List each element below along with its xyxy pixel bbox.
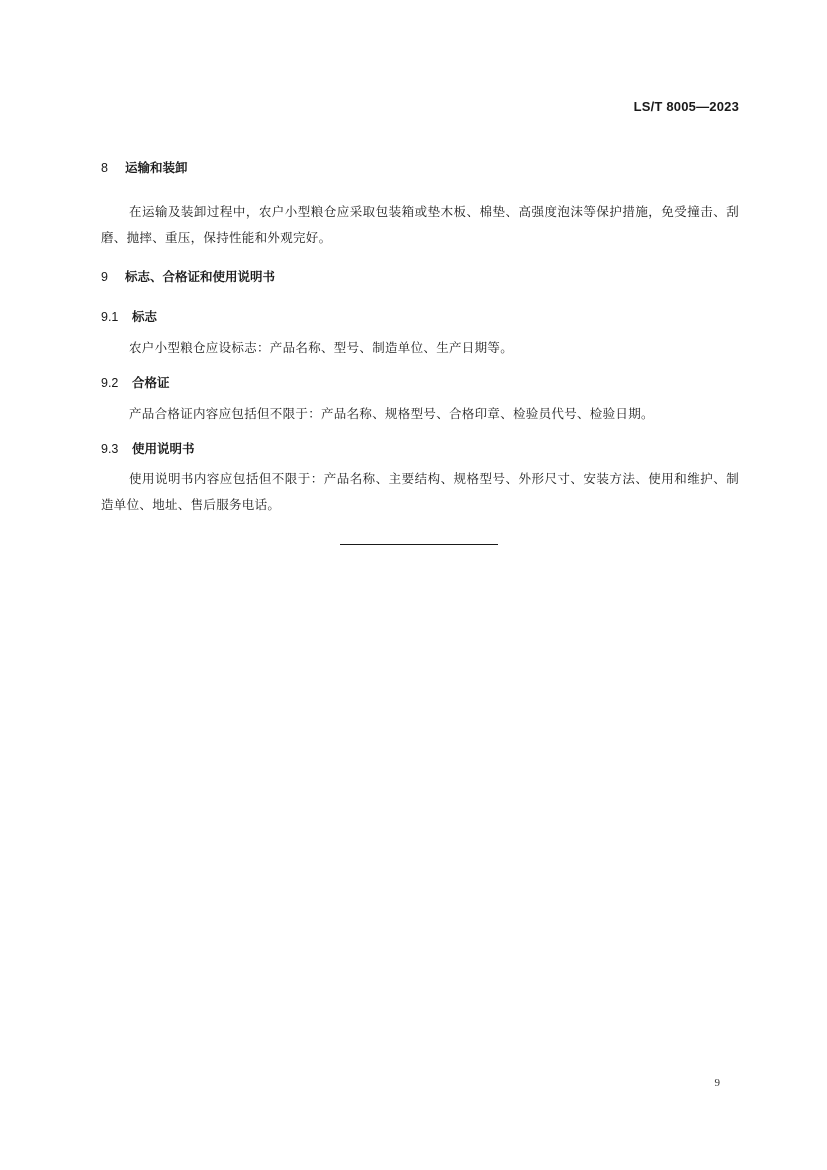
subsection-9-2-paragraph: 产品合格证内容应包括但不限于：产品名称、规格型号、合格印章、检验员代号、检验日期。 xyxy=(129,406,654,421)
subsection-number: 9.3 xyxy=(101,442,119,456)
section-9-heading xyxy=(101,267,275,285)
subsection-title: 合格证 xyxy=(132,375,170,390)
subsection-title: 使用说明书 xyxy=(132,441,195,456)
subsection-number: 9.1 xyxy=(101,310,119,324)
subsection-9-1-heading xyxy=(101,307,157,325)
end-of-document-rule xyxy=(340,544,498,545)
section-number: 9 xyxy=(101,270,108,284)
subsection-9-1-paragraph: 农户小型粮仓应设标志：产品名称、型号、制造单位、生产日期等。 xyxy=(129,340,514,355)
section-8-heading xyxy=(101,158,188,176)
section-title: 标志、合格证和使用说明书 xyxy=(125,269,276,284)
subsection-title: 标志 xyxy=(132,309,158,324)
standard-code-header xyxy=(634,99,739,114)
page-number: 9 xyxy=(714,1077,720,1089)
section-title: 运输和装卸 xyxy=(125,160,188,175)
section-8-paragraph: 在运输及装卸过程中，农户小型粮仓应采取包装箱或垫木板、棉垫、高强度泡沫等保护措施，免受撞击、刮磨、抛摔、重压，保持性能和外观完好。 xyxy=(101,204,739,245)
subsection-9-3-heading xyxy=(101,439,195,457)
standard-code: LS/T 8005—2023 xyxy=(633,99,739,114)
section-number: 8 xyxy=(101,161,108,175)
subsection-9-2-heading xyxy=(101,373,170,391)
subsection-number: 9.2 xyxy=(101,376,119,390)
subsection-9-3-paragraph: 使用说明书内容应包括但不限于：产品名称、主要结构、规格型号、外形尺寸、安装方法、使用和维护、制造单位、地址、售后服务电话。 xyxy=(101,471,739,512)
